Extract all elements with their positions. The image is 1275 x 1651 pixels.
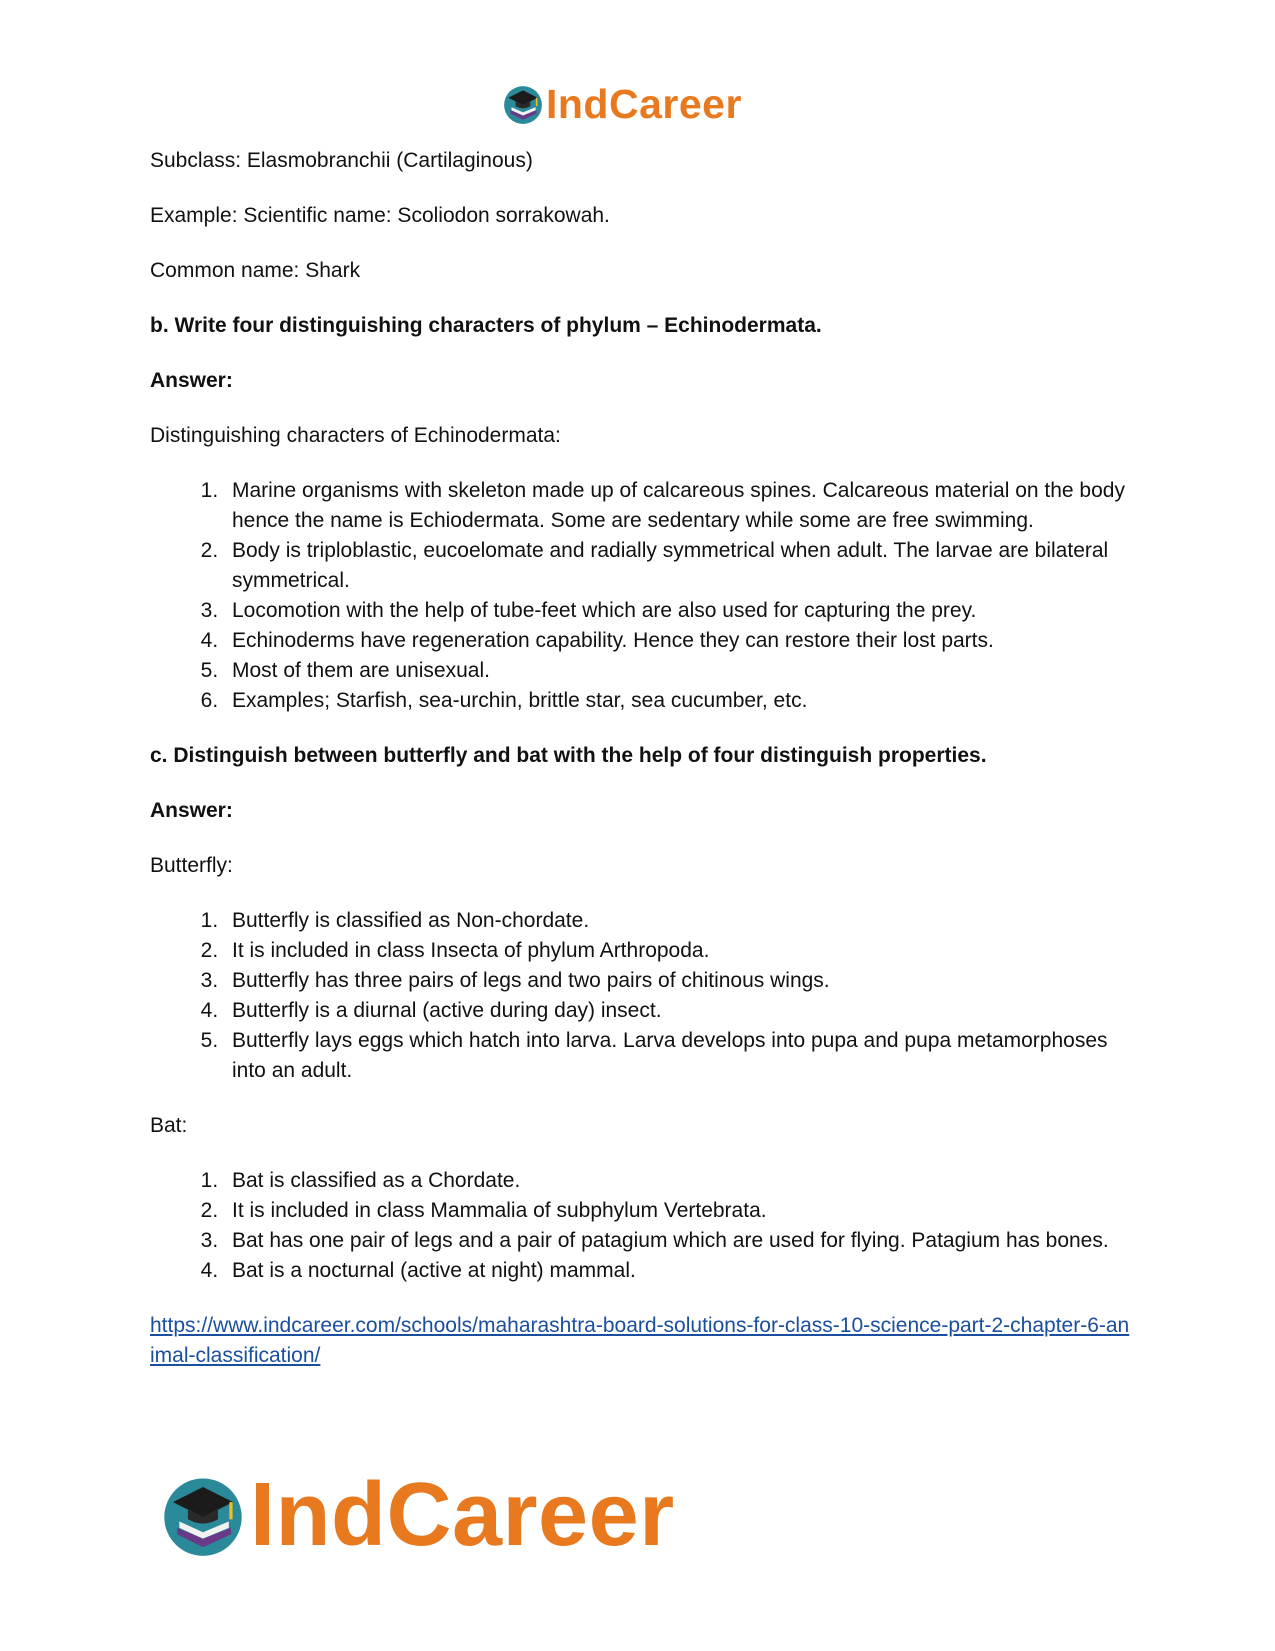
list-item: 5. Most of them are unisexual. xyxy=(224,656,1130,686)
graduation-cap-book-icon xyxy=(160,1472,246,1558)
bat-label: Bat: xyxy=(150,1114,188,1137)
list-item: 4. Echinoderms have regeneration capability. Hence they can restore their lost parts. xyxy=(224,626,1130,656)
list-item: 3. Locomotion with the help of tube-feet which are also used for capturing the prey. xyxy=(224,596,1130,626)
list-item: 2. It is included in class Mammalia of subphylum Vertebrata. xyxy=(224,1196,1130,1226)
logo-bottom xyxy=(160,1465,675,1565)
butterfly-label: Butterfly: xyxy=(150,854,233,877)
common-name-text: Common name: Shark xyxy=(150,259,361,282)
list-item: 2. Body is triploblastic, eucoelomate and radially symmetrical when adult. The larvae are bilateral symmetrical. xyxy=(224,536,1130,596)
echinodermata-intro: Distinguishing characters of Echinodermata: xyxy=(150,424,561,447)
echinodermata-list xyxy=(150,476,1130,716)
example-text: Example: Scientific name: Scoliodon sorrakowah. xyxy=(150,204,610,227)
list-item: 3. Butterfly has three pairs of legs and two pairs of chitinous wings. xyxy=(224,966,1130,996)
document-body xyxy=(150,146,1130,1371)
list-item: 3. Bat has one pair of legs and a pair of patagium which are used for flying. Patagium has bones. xyxy=(224,1226,1130,1256)
graduation-cap-book-icon xyxy=(502,83,544,125)
list-item: 1. Bat is classified as a Chordate. xyxy=(224,1166,1130,1196)
list-item: 1. Marine organisms with skeleton made up of calcareous spines. Calcareous material on the body hence the name is Echiodermata. Some are sedentary while some are free swimming. xyxy=(224,476,1130,536)
list-item: 1. Butterfly is classified as Non-chordate. xyxy=(224,906,1130,936)
question-c: c. Distinguish between butterfly and bat with the help of four distinguish properties. xyxy=(150,744,987,767)
answer-b-label: Answer: xyxy=(150,369,233,392)
list-item: 6. Examples; Starfish, sea-urchin, brittle star, sea cucumber, etc. xyxy=(224,686,1130,716)
list-item: 4. Butterfly is a diurnal (active during day) insect. xyxy=(224,996,1130,1026)
answer-c-label: Answer: xyxy=(150,799,233,822)
logo-top xyxy=(502,80,742,128)
bat-list xyxy=(150,1166,1130,1286)
list-item: 2. It is included in class Insecta of phylum Arthropoda. xyxy=(224,936,1130,966)
question-b: b. Write four distinguishing characters of phylum – Echinodermata. xyxy=(150,314,822,337)
brand-wordmark: IndCareer xyxy=(250,1465,675,1565)
list-item: 5. Butterfly lays eggs which hatch into larva. Larva develops into pupa and pupa metamorphoses into an adult. xyxy=(224,1026,1130,1086)
butterfly-list xyxy=(150,906,1130,1086)
source-link[interactable]: https://www.indcareer.com/schools/maharashtra-board-solutions-for-class-10-science-part-2-chapter-6-animal-classification/ xyxy=(150,1314,1130,1367)
list-item: 4. Bat is a nocturnal (active at night) mammal. xyxy=(224,1256,1130,1286)
brand-wordmark: IndCareer xyxy=(546,80,742,127)
subclass-text: Subclass: Elasmobranchii (Cartilaginous) xyxy=(150,149,533,172)
